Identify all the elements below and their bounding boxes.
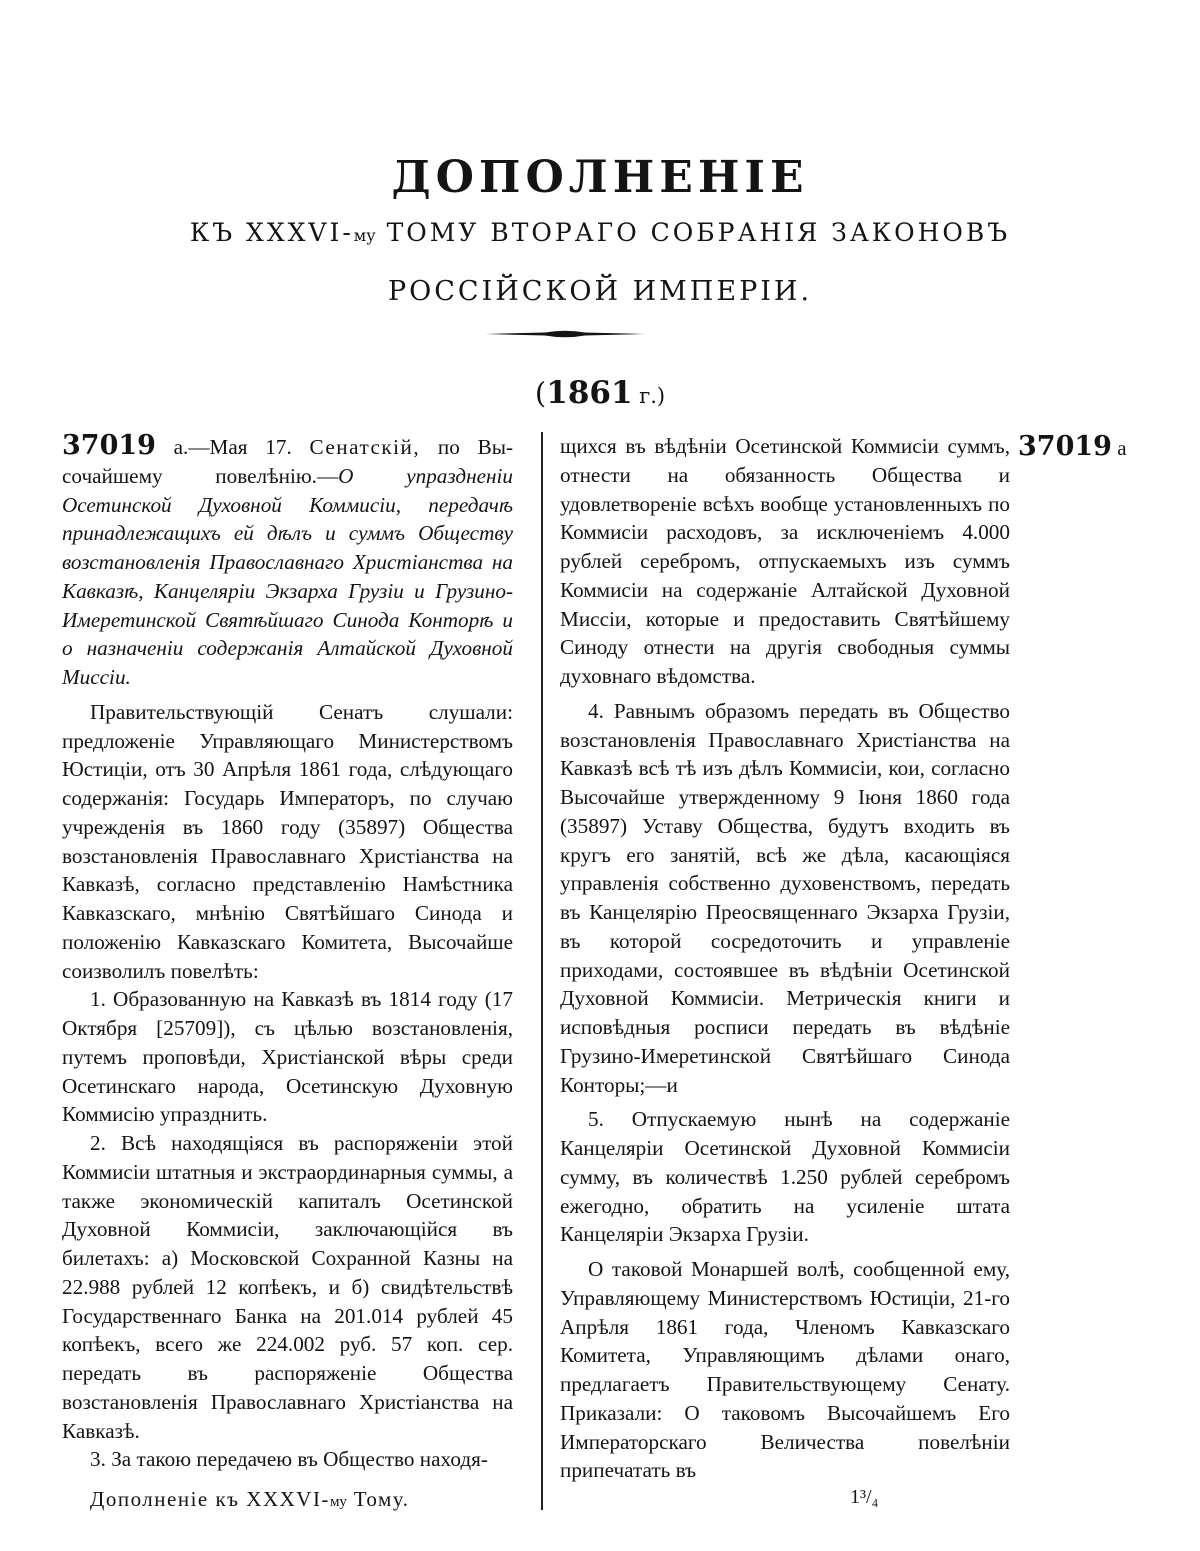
left-column — [62, 432, 513, 1474]
ornament-rule — [485, 327, 645, 341]
entry-number: 37019 — [62, 430, 156, 461]
entry-heading: 37019 а.—Мая 17. Сенатскій, по Вы-сочайшему повелѣнію.—О упраздненіи Осетинской Духовной Коммисіи, передачѣ принадлежащихъ ей дѣлъ и суммъ Обществу возстановленія Православнаго Христіанства на Кавказѣ, Канцеляріи Экзарха Грузіи и Грузино-Имеретинской Святѣйшаго Синода Конторѣ и о назначеніи содержанія Алтайской Духовной Миссіи. — [62, 430, 513, 689]
page-subtitle-line1: КЪ XXXVI-му ТОМУ ВТОРАГО СОБРАНІЯ ЗАКОНОВЪ — [189, 218, 1011, 247]
entry-summary: О упраздненіи Осетинской Духовной Коммисіи, передачѣ принадлежащихъ ей дѣлъ и суммъ Обществу возстановленія Православнаго Христіанства на Кавказѣ, Канцеляріи Экзарха Грузіи и Грузино-Имеретинской Святѣйшаго Синода Конторѣ и о назначеніи содержанія Алтайской Духовной Миссіи. — [62, 463, 513, 689]
page-subtitle-line2: РОССІЙСКОЙ ИМПЕРІИ. — [387, 276, 813, 307]
margin-entry-number: 37019 а — [1018, 431, 1127, 462]
paragraph: 4. Равнымъ образомъ передать въ Общество возстановленія Православнаго Христіанства на Кавказѣ всѣ тѣ изъ дѣлъ Коммисіи, кои, согласно Высочайше утвержденному 9 Іюня 1860 года (35897) Уставу Общества, будутъ входить въ кругъ его занятій, всѣ же дѣла, касающіяся управленія собственно духовенствомъ, передать въ Канцелярію Преосвященнаго Экзарха Грузіи, въ которой сосредоточить и управленіе приходами, состоявшее въ вѣдѣніи Осетинской Духовной Коммисіи. Метрическія книги и исповѣдныя росписи передать въ вѣдѣніе Грузино-Имеретинской Святѣйшаго Синода Конторы;—и — [560, 698, 1010, 1097]
right-column — [560, 432, 1010, 1485]
paragraph: щихся въ вѣдѣніи Осетинской Коммисіи суммъ, отнести на обязанность Общества и удовлетвореніе всѣхъ вообще установленныхъ по Коммисіи расходовъ, за исключеніемъ 4.000 рублей серебромъ, отпускаемыхъ изъ суммъ Коммисіи на содержаніе Алтайской Духовной Миссіи, которые и предоставить Святѣйшему Синоду отнести на другія свободныя суммы духовнаго вѣдомства. — [560, 434, 1010, 688]
paragraph: 3. За такою передачею въ Общество находя- — [90, 1447, 488, 1472]
year-heading: (1861 г.) — [534, 375, 666, 411]
column-divider — [541, 432, 543, 1510]
paragraph: Правительствующій Сенатъ слушали: предложеніе Управляющаго Министерствомъ Юстиціи, отъ 30 Апрѣля 1861 года, слѣдующаго содержанія: Государь Императоръ, по случаю учрежденія въ 1860 году (35897) Общества возстановленія Православнаго Христіанства на Кавказѣ, согласно представленію Намѣстника Кавказскаго, мнѣнію Святѣйшаго Синода и положенію Кавказскаго Комитета, Высочайше соизволилъ повелѣть: — [62, 699, 513, 983]
paragraph: 5. Отпускаемую нынѣ на содержаніе Канцеляріи Осетинской Духовной Коммисіи сумму, въ количествѣ 1.250 рублей серебромъ ежегодно, обратить на усиленіе штата Канцеляріи Экзарха Грузіи. — [560, 1107, 1010, 1247]
paragraph: О таковой Монаршей волѣ, сообщенной ему, Управляющему Министерствомъ Юстиціи, 21-го Апрѣля 1861 года, Членомъ Кавказскаго Комитета, Управляющимъ дѣлами онаго, предлагаетъ Правительствующему Сенату. Приказали: О таковомъ Высочайшемъ Его Императорскаго Величества повелѣніи припечатать въ — [560, 1257, 1010, 1483]
paragraph: 1. Образованную на Кавказѣ въ 1814 году (17 Октября [25709]), съ цѣлью возстановленія, путемъ проповѣди, Христіанской вѣры среди Осетинскаго народа, Осетинскую Духовную Коммисію упразднить. — [62, 987, 513, 1127]
page-title: ДОПОЛНЕНІЕ — [391, 152, 809, 203]
page-footer: Дополненіе къ XXXVI-му Тому. — [90, 1487, 410, 1511]
signature-mark: 1³/₄ — [850, 1486, 879, 1508]
paragraph: 2. Всѣ находящіяся въ распоряженіи этой Коммисіи штатныя и экстраординарныя суммы, а также экономическій капиталъ Осетинской Духовной Коммисіи, заключающійся въ билетахъ: а) Московской Сохранной Казны на 22.988 рублей 12 копѣекъ, и б) свидѣтельствѣ Государственнаго Банка на 201.014 рублей 45 копѣекъ, всего же 224.002 руб. 57 коп. сер. передать въ распоряженіе Общества возстановленія Православнаго Христіанства на Кавказѣ. — [62, 1131, 513, 1443]
